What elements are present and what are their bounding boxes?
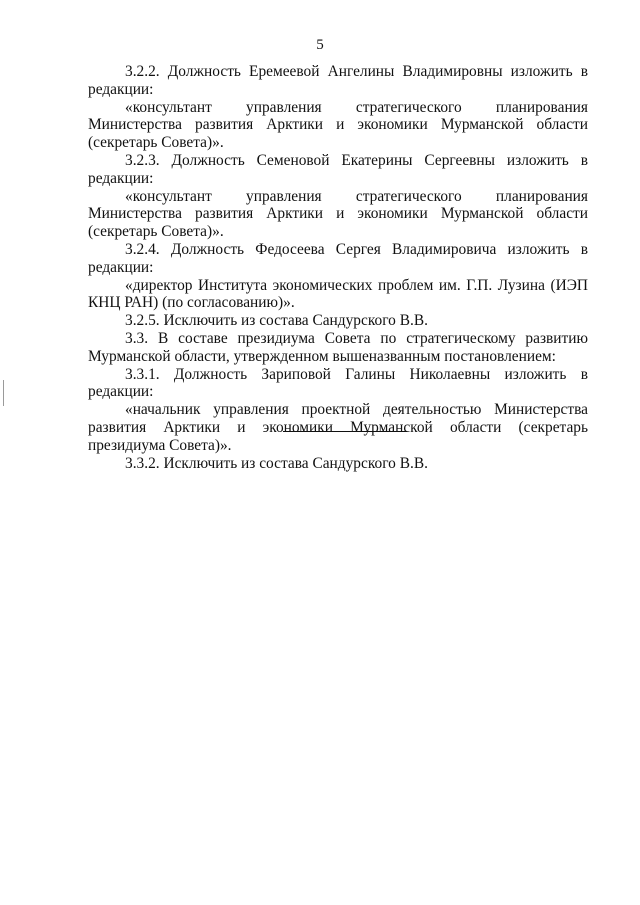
paragraph-3-3-1-text: «начальник управления проектной деятельностью Министерства развития Арктики и экономики Мурманской области (секретарь президиума Совета)».	[88, 401, 588, 454]
paragraph-3-3-1: 3.3.1. Должность Зариповой Галины Николаевны изложить в редакции:	[88, 365, 588, 401]
end-divider-line	[283, 431, 407, 432]
paragraph-3-3-2: 3.3.2. Исключить из состава Сандурского В.В.	[125, 454, 428, 472]
paragraph-3-2-3: 3.2.3. Должность Семеновой Екатерины Сергеевны изложить в редакции:	[88, 151, 588, 187]
paragraph-3-3: 3.3. В составе президиума Совета по стратегическому развитию Мурманской области, утвержденном вышеназванным постановлением:	[88, 329, 588, 365]
scan-margin-mark	[3, 380, 4, 406]
paragraph-3-2-3-text: «консультант управления стратегического планирования Министерства развития Арктики и экономики Мурманской области (секретарь Совета)».	[88, 187, 588, 241]
paragraph-3-2-2-text: «консультант управления стратегического планирования Министерства развития Арктики и экономики Мурманской области (секретарь Совета)».	[88, 98, 588, 152]
page-number: 5	[316, 37, 324, 53]
paragraph-3-2-4: 3.2.4. Должность Федосеева Сергея Владимировича изложить в редакции:	[88, 240, 588, 276]
paragraph-3-2-2: 3.2.2. Должность Еремеевой Ангелины Владимировны изложить в редакции:	[88, 63, 588, 98]
paragraph-3-2-4-text: «директор Института экономических проблем им. Г.П. Лузина (ИЭП КНЦ РАН) (по согласованию)».	[88, 276, 588, 312]
paragraph-3-2-5: 3.2.5. Исключить из состава Сандурского В.В.	[125, 312, 428, 330]
document-body	[88, 63, 588, 472]
